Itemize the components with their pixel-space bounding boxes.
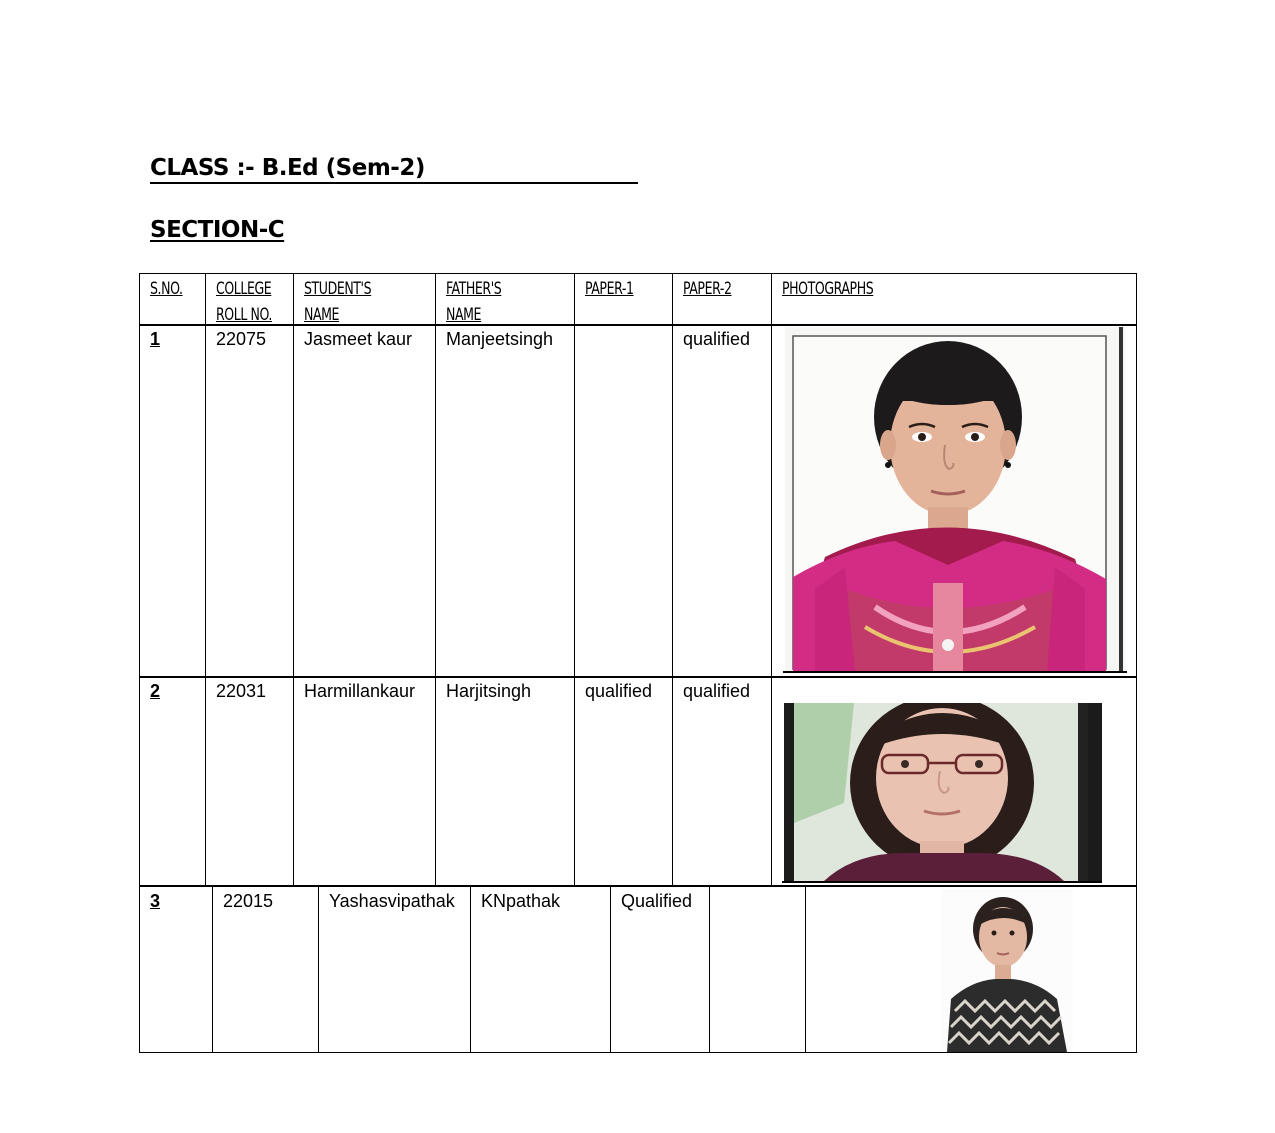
cell-paper-1: [574, 325, 672, 677]
table-row: [139, 885, 1137, 1053]
cell-roll: 22031: [205, 677, 293, 886]
portrait-illustration: [941, 889, 1073, 1052]
cell-paper-2: qualified: [672, 325, 771, 677]
student-photo: [785, 327, 1125, 671]
header-sno: S.NO.: [150, 279, 183, 299]
cell-paper-2: [709, 887, 805, 1052]
section-title: SECTION-C: [150, 217, 285, 243]
header-college-roll: COLLEGE ROLL NO.: [205, 274, 293, 325]
class-title: CLASS :- B.Ed (Sem-2): [150, 154, 638, 184]
cell-student-name: Jasmeet kaur: [293, 325, 435, 677]
cell-father-name: Harjitsingh: [435, 677, 574, 886]
cell-father-name: Manjeetsingh: [435, 325, 574, 677]
cell-father-name: KNpathak: [470, 887, 610, 1052]
portrait-illustration: [785, 327, 1125, 671]
cell-roll: 22015: [212, 887, 318, 1052]
student-photo: [941, 889, 1073, 1052]
cell-sno: 2: [150, 681, 161, 701]
student-photo: [784, 703, 1102, 881]
cell-sno: 3: [150, 891, 161, 911]
header-father-name: FATHER'S NAME: [435, 274, 574, 325]
header-paper-2: PAPER-2: [672, 274, 771, 325]
cell-paper-2: qualified: [672, 677, 771, 886]
table-header-row: [139, 273, 1137, 326]
cell-sno: 1: [150, 329, 161, 349]
photo-underline: [783, 671, 1127, 673]
header-photographs: PHOTOGRAPHS: [771, 274, 1136, 325]
photo-underline: [782, 881, 1102, 883]
portrait-illustration: [784, 703, 1102, 881]
header-student-name: STUDENT'S NAME: [293, 274, 435, 325]
header-paper-1: PAPER-1: [574, 274, 672, 325]
table-row: [139, 676, 1137, 887]
table-row: [139, 324, 1137, 678]
cell-student-name: Harmillankaur: [293, 677, 435, 886]
cell-roll: 22075: [205, 325, 293, 677]
cell-student-name: Yashasvipathak: [318, 887, 470, 1052]
cell-paper-1: qualified: [574, 677, 672, 886]
cell-paper-1: Qualified: [610, 887, 709, 1052]
